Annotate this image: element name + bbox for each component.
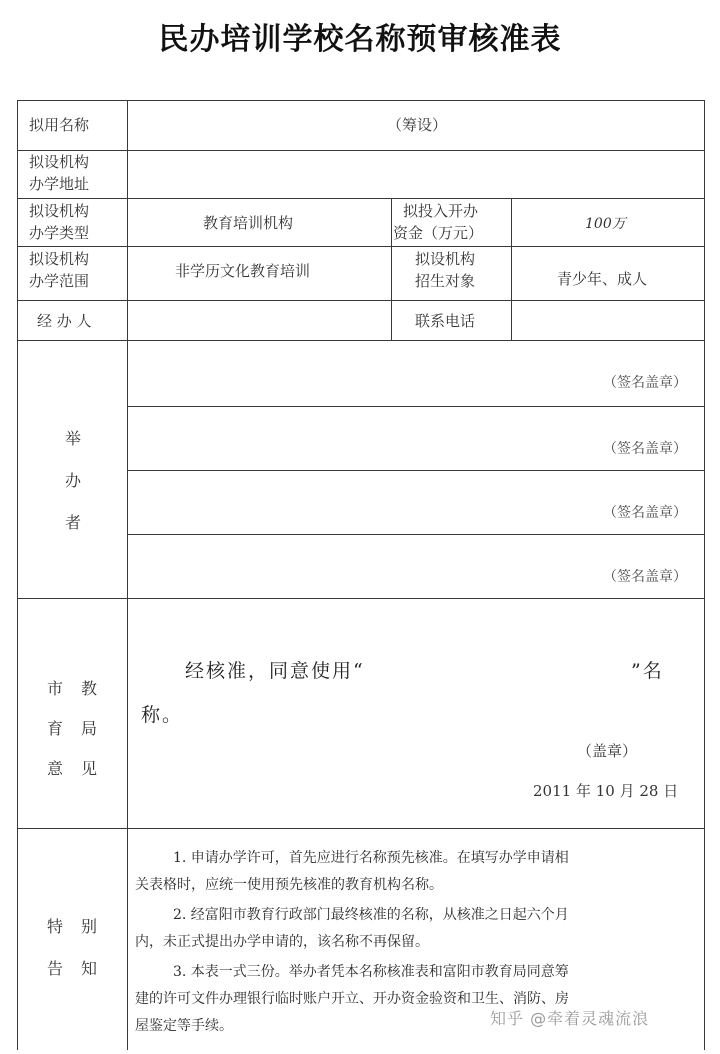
capital-value[interactable]: 100万 bbox=[585, 216, 626, 232]
stamp-label: （盖章） bbox=[577, 742, 638, 760]
approval-date: 2011 年 10 月 28 日 bbox=[533, 782, 679, 800]
border-top bbox=[17, 100, 705, 101]
bureau-label-char: 局 bbox=[81, 719, 98, 738]
capital-label-line1: 拟投入开办 bbox=[403, 202, 479, 220]
row-divider bbox=[127, 534, 705, 535]
organizer-label-char: 举 bbox=[65, 429, 82, 448]
notice-label-char: 告 bbox=[47, 959, 64, 978]
scope-label-line1: 拟设机构 bbox=[29, 250, 90, 268]
bureau-label-char: 意 bbox=[47, 759, 64, 778]
proposed-name-label: 拟用名称 bbox=[29, 116, 90, 134]
proposed-name-value[interactable]: （筹设） bbox=[387, 116, 448, 134]
border-left bbox=[17, 100, 18, 1050]
signature-label: （签名盖章） bbox=[603, 441, 687, 457]
approval-text-end: ”名 bbox=[631, 660, 664, 682]
phone-label: 联系电话 bbox=[415, 312, 476, 330]
row-divider bbox=[17, 598, 705, 599]
notice-note-1-line-2: 关表格时，应统一使用预先核准的教育机构名称。 bbox=[135, 877, 443, 893]
notice-note-2-line-2: 内，未正式提出办学申请的，该名称不再保留。 bbox=[135, 934, 429, 950]
row-divider bbox=[17, 828, 705, 829]
scope-label-line2: 办学范围 bbox=[29, 272, 90, 290]
notice-label-char: 知 bbox=[81, 959, 98, 978]
bureau-label-char: 教 bbox=[81, 679, 98, 698]
signature-label: （签名盖章） bbox=[603, 375, 687, 391]
bureau-label-char: 市 bbox=[47, 679, 64, 698]
border-right bbox=[704, 100, 705, 1050]
row-divider bbox=[17, 340, 705, 341]
label-column-divider bbox=[127, 100, 128, 1050]
handler-label: 经 办 人 bbox=[37, 312, 92, 330]
target-label-line2: 招生对象 bbox=[415, 272, 476, 290]
signature-label: （签名盖章） bbox=[603, 505, 687, 521]
notice-label-char: 特 bbox=[47, 917, 64, 936]
approval-form-table bbox=[17, 100, 705, 1050]
address-label-line1: 拟设机构 bbox=[29, 153, 90, 171]
bureau-label-char: 育 bbox=[47, 719, 64, 738]
organizer-label-char: 办 bbox=[65, 471, 82, 490]
approval-text-start: 经核准，同意使用“ bbox=[185, 660, 365, 682]
type-value[interactable]: 教育培训机构 bbox=[203, 214, 294, 232]
scope-value[interactable]: 非学历文化教育培训 bbox=[175, 262, 311, 280]
notice-note-3-line-3: 屋鉴定等手续。 bbox=[135, 1018, 233, 1034]
form-title: 民办培训学校名称预审核准表 bbox=[158, 22, 562, 57]
address-label-line2: 办学地址 bbox=[29, 175, 90, 193]
row-divider bbox=[17, 150, 705, 151]
notice-note-3-line-2: 建的许可文件办理银行临时账户开立、开办资金验资和卫生、消防、房 bbox=[135, 991, 569, 1007]
type-label-line2: 办学类型 bbox=[29, 224, 90, 242]
approval-text-line2: 称。 bbox=[141, 704, 184, 726]
signature-label: （签名盖章） bbox=[603, 569, 687, 585]
row-divider bbox=[17, 198, 705, 199]
watermark: 知乎 @牵着灵魂流浪 bbox=[490, 1009, 650, 1028]
type-label-line1: 拟设机构 bbox=[29, 202, 90, 220]
notice-note-2-line-1: 2. 经富阳市教育行政部门最终核准的名称，从核准之日起六个月 bbox=[173, 907, 569, 923]
row-divider bbox=[127, 470, 705, 471]
capital-label-line2: 资金（万元） bbox=[393, 224, 484, 242]
row-divider bbox=[17, 300, 705, 301]
organizer-label-char: 者 bbox=[65, 513, 82, 532]
row-divider bbox=[127, 406, 705, 407]
bureau-label-char: 见 bbox=[81, 759, 98, 778]
column-divider bbox=[511, 198, 512, 340]
target-value[interactable]: 青少年、成人 bbox=[557, 270, 648, 288]
notice-note-3-line-1: 3. 本表一式三份。举办者凭本名称核准表和富阳市教育局同意筹 bbox=[173, 964, 569, 980]
notice-note-1-line-1: 1. 申请办学许可，首先应进行名称预先核准。在填写办学申请相 bbox=[173, 850, 569, 866]
row-divider bbox=[17, 246, 705, 247]
target-label-line1: 拟设机构 bbox=[415, 250, 476, 268]
column-divider bbox=[391, 198, 392, 340]
notice-label-char: 别 bbox=[81, 917, 98, 936]
